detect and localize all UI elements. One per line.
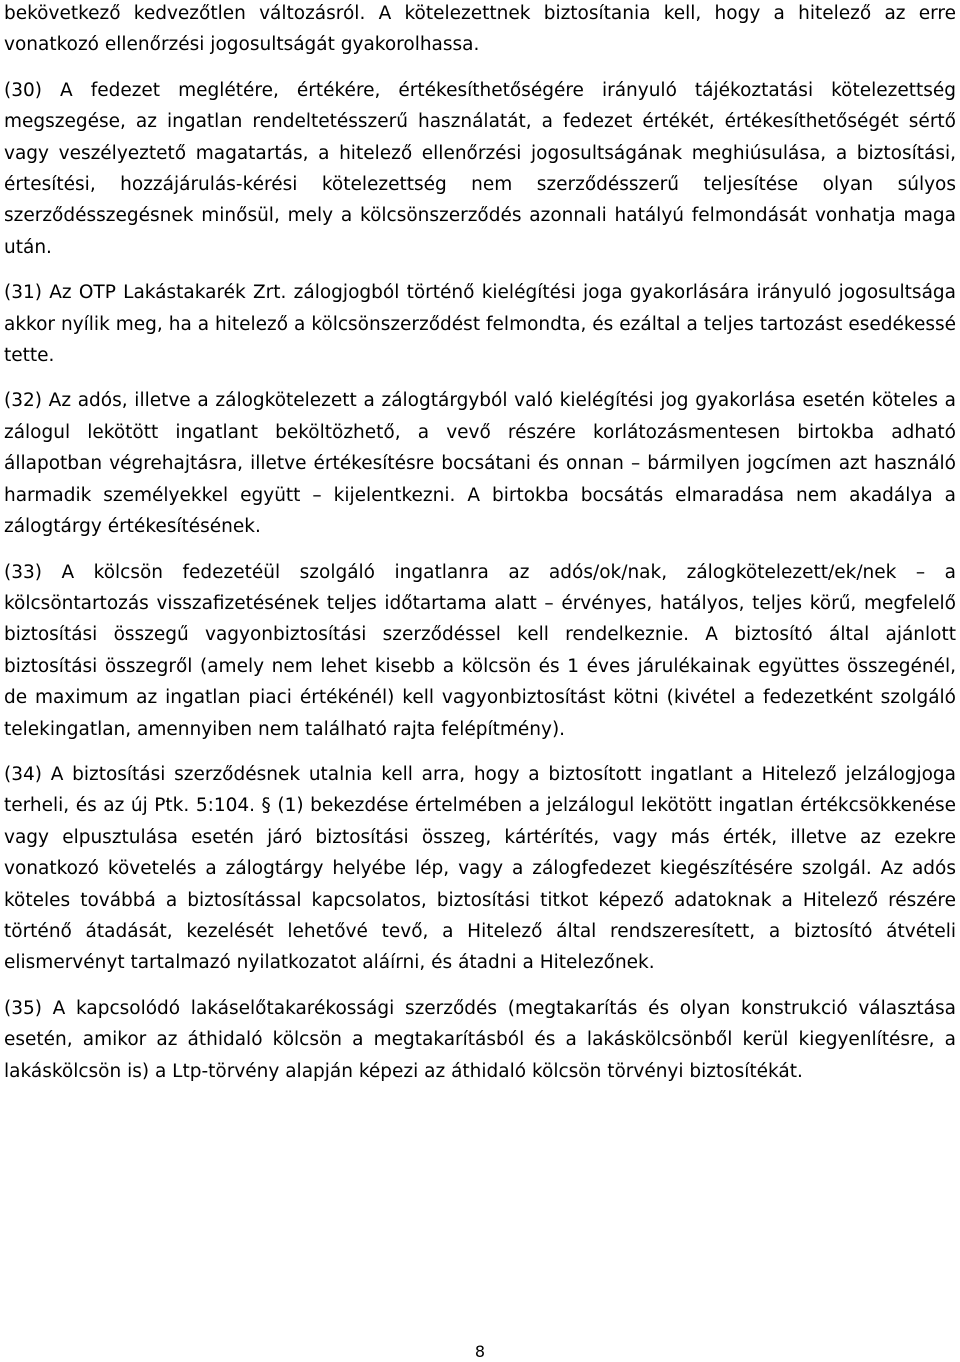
paragraph-30: (30) A fedezet meglétére, értékére, értékesíthetőségére irányuló tájékoztatási kötelezettség megszegése, az ingatlan rendeltetésszerű használatát, a fedezet értékét, értékesíthetőségét sértő vagy veszélyeztető magatartás, a hitelező ellenőrzési jogosultságának meghiúsulása, a biztosítási, értesítési, hozzájárulás-kérési kötelezettség nem szerződésszerű teljesítése olyan súlyos szerződésszegésnek minősül, mely a kölcsönszerződés azonnali hatályú felmondását vonhatja maga után. [4, 79, 956, 258]
page-number: 8 [474, 1342, 486, 1361]
paragraph-35: (35) A kapcsolódó lakáselőtakarékossági szerződés (megtakarítás és olyan konstrukció választása esetén, amikor az áthidaló kölcsön a megtakarításból és a lakáskölcsönből kerül kiegyenlítésre, a lakáskölcsön is) a Ltp-törvény alapján képezi az áthidaló kölcsön törvényi biztosítékát. [4, 997, 956, 1082]
paragraph-33: (33) A kölcsön fedezetéül szolgáló ingatlanra az adós/ok/nak, zálogkötelezett/ek/nek – a kölcsöntartozás visszafizetésének teljes időtartama alatt – érvényes, hatályos, teljes körű, megfelelő biztosítási összegű vagyonbiztosítási szerződéssel kell rendelkeznie. A biztosító által ajánlott biztosítási összegről (amely nem lehet kisebb a kölcsön és 1 éves járulékainak együttes összegénél, de maximum az ingatlan piaci értékénél) kell vagyonbiztosítást kötni (kivétel a fedezetként szolgáló telekingatlan, amennyiben nem található rajta felépítmény). [4, 561, 956, 740]
paragraph-31: (31) Az OTP Lakástakarék Zrt. zálogjogból történő kielégítési joga gyakorlására irányuló jogosultsága akkor nyílik meg, ha a hitelező a kölcsönszerződést felmondta, és ezáltal a teljes tartozást esedékessé tette. [4, 282, 956, 367]
paragraph-continuation: bekövetkező kedvezőtlen változásról. A kötelezettnek biztosítania kell, hogy a hitelező az erre vonatkozó ellenőrzési jogosultságát gyakorolhassa. [4, 3, 956, 56]
document-body [4, 0, 956, 1087]
paragraph-34: (34) A biztosítási szerződésnek utalnia kell arra, hogy a biztosított ingatlant a Hitelező jelzálogjoga terheli, és az új Ptk. 5:104. § (1) bekezdése értelmében a jelzálogul lekötött ingatlan értékcsökkenése vagy elpusztulása esetén járó biztosítási összeg, kártérítés, vagy más érték, illetve az ezekre vonatkozó követelés a zálogtárgy helyébe lép, vagy a zálogfedezet kiegészítésére szolgál. Az adós köteles továbbá a biztosítással kapcsolatos, biztosítási titkot képező adatoknak a Hitelező részére történő átadását, kezelését lehetővé tevő, a Hitelező által rendszeresített, a biztosító átvételi elismervényt tartalmazó nyilatkozatot aláírni, és átadni a Hitelezőnek. [4, 763, 956, 974]
paragraph-32: (32) Az adós, illetve a zálogkötelezett a zálogtárgyból való kielégítési jog gyakorlása esetén köteles a zálogul lekötött ingatlant beköltözhető, a vevő részére korlátozásmentesen birtokba adható állapotban végrehajtásra, illetve értékesítésre bocsátani és onnan – bármilyen jogcímen azt használó harmadik személyekkel együtt – kijelentkezni. A birtokba bocsátás elmaradása nem akadálya a zálogtárgy értékesítésének. [4, 390, 956, 538]
